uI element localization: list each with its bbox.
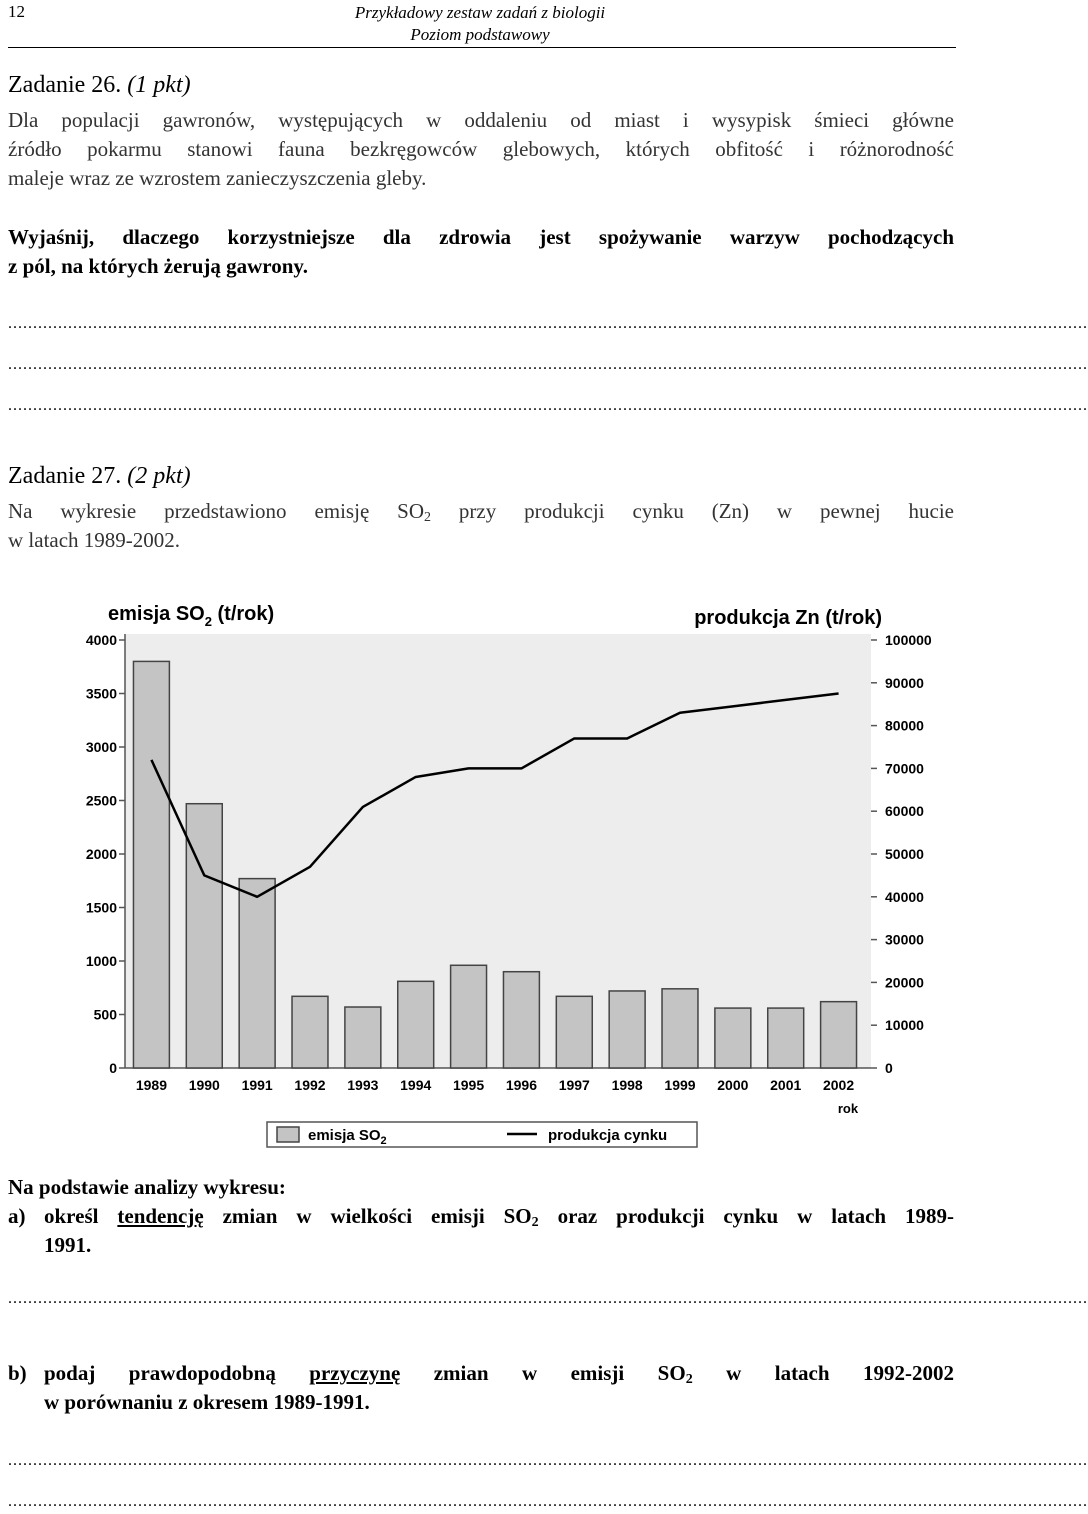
left-tick-label: 2000 (85, 846, 117, 862)
right-tick-label: 30000 (885, 931, 924, 948)
task26-intro-line1: Dla populacji gawronów, występujących w oddaleniu od miast i wysypisk śmieci główne (8, 108, 954, 132)
x-tick-label: 2000 (717, 1077, 749, 1093)
left-tick-label: 3500 (85, 685, 117, 702)
bar-so2-1995 (451, 965, 487, 1068)
bar-so2-1998 (609, 991, 645, 1068)
legend-bar-label-text: emisja SO (308, 1127, 381, 1144)
left-axis-title (108, 603, 274, 629)
chart-background (125, 634, 871, 1068)
item-a-line1 (44, 1202, 954, 1237)
task26-intro-line2: źródło pokarmu stanowi fauna bezkręgowców glebowych, których obfitość i różnorodność (8, 137, 954, 161)
analysis-heading: Na podstawie analizy wykresu: (8, 1175, 286, 1199)
answer-line[interactable]: ........................................................................................................................................................................................................................ (8, 315, 1088, 332)
x-tick-label: 1991 (241, 1077, 273, 1093)
bar-so2-2000 (715, 1008, 751, 1068)
task27-points: (2 pkt) (127, 463, 191, 489)
x-axis-label: rok (837, 1101, 859, 1116)
item-b-text-end: w latach 1992-2002 (692, 1361, 954, 1385)
item-b-underlined: przyczynę (309, 1361, 401, 1385)
so2-zinc-chart (70, 594, 950, 1154)
header-rule (8, 47, 956, 48)
task27-intro-text-cont: przy produkcji cynku (Zn) w pewnej hucie (431, 499, 955, 523)
right-axis-title: produkcja Zn (t/rok) (694, 607, 882, 629)
document-title-line1: Przykładowy zestaw zadań z biologii (354, 3, 606, 22)
left-axis-title-text: emisja SO (108, 603, 205, 625)
right-tick-label: 90000 (885, 674, 924, 691)
x-tick-label: 1992 (294, 1077, 326, 1093)
task27-intro-line2: w latach 1989-2002. (8, 528, 181, 552)
x-tick-label: 1996 (505, 1077, 538, 1093)
chart-legend (267, 1122, 697, 1147)
x-tick-label: 1989 (135, 1077, 168, 1093)
left-tick-label: 500 (93, 1006, 117, 1023)
right-tick-label: 20000 (885, 974, 924, 991)
left-tick-label: 4000 (85, 632, 117, 648)
answer-line[interactable]: ........................................................................................................................................................................................................................ (8, 1493, 1088, 1510)
x-tick-label: 1997 (558, 1077, 590, 1093)
legend-bar-label-sub: 2 (380, 1135, 387, 1147)
right-tick-label: 40000 (885, 888, 924, 905)
left-tick-label: 1000 (85, 953, 117, 969)
bar-so2-1997 (556, 996, 592, 1068)
item-b-marker: b) (8, 1361, 27, 1385)
page-number: 12 (8, 2, 25, 21)
x-tick-label: 1995 (452, 1077, 485, 1093)
x-tick-label: 1990 (188, 1077, 220, 1093)
plot-background (125, 634, 871, 1068)
x-tick-label: 1999 (664, 1077, 696, 1093)
right-tick-label: 70000 (885, 760, 924, 777)
bar-so2-1991 (239, 879, 275, 1068)
x-tick-label: 1993 (347, 1077, 379, 1093)
subscript-2: 2 (685, 1372, 693, 1387)
x-tick-label: 2001 (770, 1077, 802, 1093)
answer-line[interactable]: ........................................................................................................................................................................................................................ (8, 397, 1088, 414)
task26-question-line1: Wyjaśnij, dlaczego korzystniejsze dla zdrowia jest spożywanie warzyw pochodzących (8, 225, 954, 249)
right-tick-label: 80000 (885, 717, 924, 734)
bar-so2-1992 (292, 996, 328, 1068)
bar-so2-1993 (345, 1007, 381, 1068)
item-a-underlined: tendencję (117, 1204, 204, 1228)
task27-heading (8, 463, 191, 490)
task26-question-line2: z pól, na których żerują gawrony. (8, 254, 309, 278)
task26-intro-line3: maleje wraz ze wzrostem zanieczyszczenia gleby. (8, 166, 427, 190)
x-tick-label: 1994 (400, 1077, 432, 1093)
left-tick-label: 2500 (85, 792, 117, 809)
answer-line[interactable]: ........................................................................................................................................................................................................................ (8, 356, 1088, 373)
item-a-text: określ (44, 1204, 118, 1228)
answer-line[interactable]: ........................................................................................................................................................................................................................ (8, 1290, 1088, 1307)
answer-line[interactable]: ........................................................................................................................................................................................................................ (8, 1452, 1088, 1469)
item-b-text: podaj prawdopodobną (44, 1361, 310, 1385)
bar-so2-1990 (186, 804, 222, 1068)
bar-so2-1996 (503, 972, 539, 1068)
bar-so2-1999 (662, 989, 698, 1068)
left-axis-title-sub: 2 (204, 614, 212, 629)
item-b-text-cont: zmian w emisji SO (400, 1361, 686, 1385)
document-title-line2: Poziom podstawowy (410, 25, 550, 44)
task27-intro-text: Na wykresie przedstawiono emisję SO (8, 499, 425, 523)
x-tick-label: 1998 (611, 1077, 643, 1093)
task26-title: Zadanie 26. (8, 72, 122, 98)
legend-bar-swatch (277, 1127, 299, 1142)
right-tick-label: 100000 (885, 632, 932, 648)
task27-title: Zadanie 27. (8, 463, 122, 489)
right-tick-label: 60000 (885, 803, 924, 820)
left-tick-label: 0 (109, 1060, 117, 1076)
item-b-line2: w porównaniu z okresem 1989-1991. (44, 1390, 370, 1414)
left-tick-label: 3000 (85, 739, 117, 755)
right-tick-label: 10000 (885, 1017, 924, 1034)
bar-so2-1989 (133, 661, 169, 1068)
item-a-marker: a) (8, 1204, 26, 1228)
bar-so2-1994 (398, 981, 434, 1068)
item-a-text-end: oraz produkcji cynku w latach 1989- (538, 1204, 954, 1228)
item-a-line2: 1991. (44, 1233, 92, 1257)
right-tick-label: 50000 (885, 846, 924, 862)
subscript-2: 2 (424, 510, 432, 525)
left-axis-title-unit: (t/rok) (211, 603, 275, 625)
bar-so2-2002 (821, 1002, 857, 1068)
task26-heading (8, 72, 191, 99)
x-tick-label: 2002 (822, 1077, 855, 1093)
subscript-2: 2 (531, 1215, 539, 1230)
document-title (0, 2, 960, 46)
right-tick-label: 0 (885, 1060, 893, 1076)
task26-points: (1 pkt) (127, 72, 191, 98)
item-a-text-cont: zmian w wielkości emisji SO (203, 1204, 532, 1228)
left-tick-label: 1500 (85, 899, 117, 916)
bar-so2-2001 (768, 1008, 804, 1068)
legend-line-label: produkcja cynku (548, 1127, 668, 1144)
